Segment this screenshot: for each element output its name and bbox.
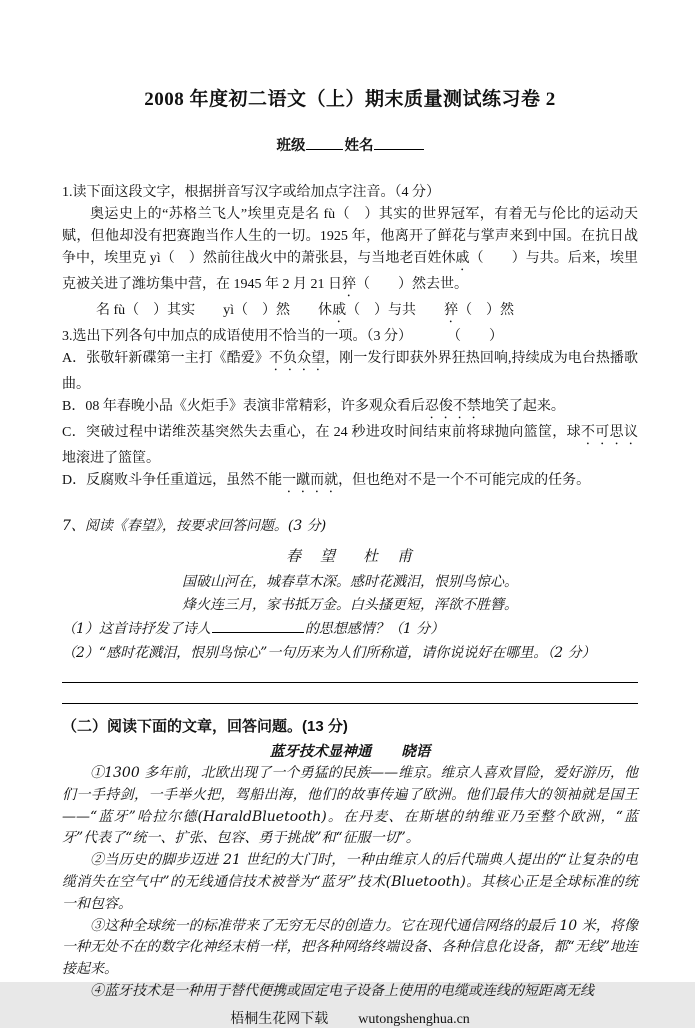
- sub-1-post: 的思想感情？（1 分）: [304, 621, 445, 637]
- question-3-option-b: B．08 年春晚小品《火炬手》表演非常精彩，许多观众看后忍俊不禁地笑了起来。: [62, 399, 565, 414]
- article-title-line: [62, 740, 638, 763]
- article-title: 蓝牙技术显神通: [269, 743, 372, 760]
- question-7-prompt: 7、阅读《春望》，按要求回答问题。(3 分): [62, 518, 327, 534]
- poem-block: [62, 545, 638, 617]
- question-3-option-c: C．突破过程中诺维茨基突然失去重心，在 24 秒进攻时间结束前将球抛向篮筐，球不可思议地滚进了篮筐。: [62, 425, 638, 466]
- article-author: 晓语: [401, 743, 431, 760]
- article-paragraph-4: ④蓝牙技术是一种用于替代便携或固定电子设备上使用的电缆或连线的短距离无线: [90, 982, 594, 999]
- emphasized-word: 忍俊不禁: [424, 399, 481, 414]
- emphasized-word: 猝: [444, 303, 459, 318]
- exam-title: 2008 年度初二语文（上）期末质量测试练习卷 2: [144, 89, 556, 110]
- class-label: 班级: [276, 138, 306, 154]
- emphasized-word: 戚: [332, 303, 347, 318]
- page-footer: [62, 1008, 638, 1028]
- emphasized-word: 猝: [342, 277, 356, 292]
- sub-1-pre: （1）这首诗抒发了诗人: [62, 621, 211, 637]
- name-label: 姓名: [344, 138, 374, 154]
- section-2-heading: （二）阅读下面的文章，回答问题。(13 分): [62, 718, 348, 735]
- question-7-sub-1: [62, 618, 638, 641]
- section-divider-top: [62, 682, 638, 683]
- emphasized-word: 戚: [455, 251, 470, 266]
- article-paragraph-1: ①1300 多年前，北欧出现了一个勇猛的民族——维京。维京人喜欢冒险，爱好游历，他们一手持剑，一手举火把，驾船出海，他们的故事传遍了欧洲。他们最伟大的领袖就是国王——“蓝牙”哈拉尔德(HaraldBluetooth)。在丹麦、在斯堪的纳维亚乃至整个欧洲，“蓝牙”代表了“统一、扩张、包容、勇于挑战”和“征服一切”。: [62, 765, 638, 847]
- poem-author: 杜 甫: [363, 547, 415, 565]
- poem-title-line: [62, 545, 638, 568]
- poem-line-1: 国破山河在，城春草木深。感时花溅泪，恨别鸟惊心。: [182, 574, 518, 590]
- poem-line-2: 烽火连三月，家书抵万金。白头搔更短，浑欲不胜簪。: [182, 597, 518, 613]
- article-paragraph-3: ③这种全球统一的标准带来了无穷无尽的创造力。它在现代通信网络的最后 10 米，将像一种无处不在的数字化神经末梢一样，把各种网络终端设备、各种信息化设备，都“无线”地连接起来。: [62, 917, 638, 978]
- question-3-option-d: D．反腐败斗争任重道远，虽然不能一蹴而就，但也绝对不是一个不可能完成的任务。: [62, 473, 591, 488]
- footer-site-name: 梧桐生花网下载: [230, 1011, 329, 1027]
- article-body: [62, 763, 638, 1003]
- question-3-prompt: [62, 326, 638, 348]
- question-1: [62, 182, 638, 326]
- section-divider-bottom: [62, 703, 638, 704]
- section-2: [62, 716, 638, 1003]
- question-3-option-a: A．张敬轩新碟第一主打《酷爱》不负众望，刚一发行即获外界狂热回响,持续成为电台热播歌曲。: [62, 351, 638, 392]
- question-1-answer-line: 名 fù（ ）其实 yì（ ）然 休戚（ ）与共 猝（ ）然: [96, 303, 515, 318]
- question-7: [62, 515, 638, 665]
- question-1-passage: 奥运史上的“苏格兰飞人”埃里克是名 fù（ ）其实的世界冠军，有着无与伦比的运动天赋，但他却没有把赛跑当作人生的一切。1925 年，他离开了鲜花与掌声来到中国。在抗日战争中，埃里克 yì（ ）然前往战火中的萧张县，与当地老百姓休戚（ ）与共。后来，埃里克被关进了潍坊集中营，在 1945 年 2 月 21 日猝（ ）然去世。: [62, 207, 639, 292]
- question-7-sub-2: （2）“感时花溅泪，恨别鸟惊心”一句历来为人们所称道，请你说说好在哪里。（2 分）: [62, 645, 596, 661]
- question-3: [62, 326, 638, 496]
- question-3-prompt-text: 3.选出下列各句中加点的成语使用不恰当的一项。（3 分）: [62, 329, 412, 344]
- class-blank-line: [306, 135, 343, 150]
- emphasized-word: 不可思议: [580, 425, 638, 440]
- name-blank-line: [374, 135, 424, 150]
- question-3-answer-bracket: （ ）: [454, 329, 503, 344]
- sub-1-blank-line: [212, 618, 304, 633]
- article-paragraph-2: ②当历史的脚步迈进 21 世纪的大门时，一种由维京人的后代瑞典人提出的“让复杂的电缆消失在空气中”的无线通信技术被誉为“蓝牙”技术(Bluetooth)。其核心正是全球标准的统一和包容。: [62, 852, 638, 912]
- footer-site-url: wutongshenghua.cn: [358, 1011, 470, 1027]
- question-1-prompt: 1.读下面这段文字，根据拼音写汉字或给加点字注音。（4 分）: [62, 185, 440, 200]
- student-fields: [62, 134, 638, 155]
- emphasized-word: 一蹴而就: [282, 473, 339, 488]
- poem-title: 春 望: [285, 547, 337, 565]
- emphasized-word: 不负众望: [268, 351, 326, 366]
